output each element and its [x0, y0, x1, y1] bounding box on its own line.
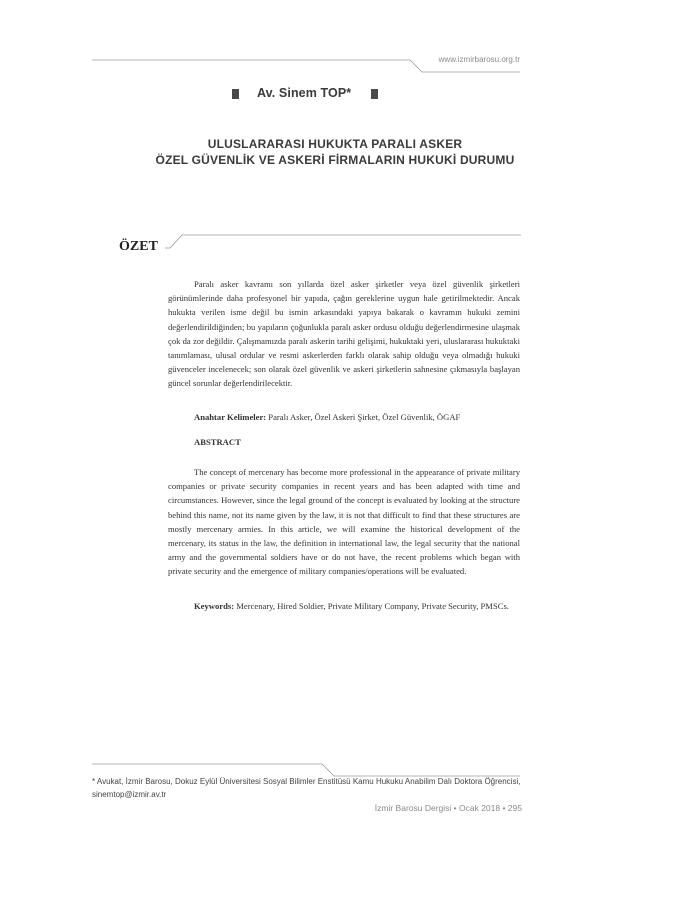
article-title-line-1: ULUSLARARASI HUKUKTA PARALI ASKER: [207, 137, 463, 151]
footnote: * Avukat, İzmir Barosu, Dokuz Eylül Üniversitesi Sosyal Bilimler Enstitüsü Kamu Hukuku Anabilim Dalı Doktora Öğrencisi, sinemtop@izmir.av.tr: [92, 777, 521, 799]
site-url[interactable]: www.izmirbarosu.org.tr: [438, 55, 520, 64]
ozet-rule: [165, 232, 521, 250]
article-title-line-2: ÖZEL GÜVENLİK VE ASKERİ FİRMALARIN HUKUKİ DURUMU: [155, 153, 515, 167]
keywords-tr-label: Anahtar Kelimeler:: [194, 412, 267, 422]
ozet-paragraph: Paralı asker kavramı son yıllarda özel asker şirketler veya özel güvenlik şirketleri görünümlerinde daha profesyonel bir yapıda, çağın gereklerine uygun hale getirilmektedir. Ancak hukukta verilen isme değil bu ismin arkasındaki yapıya bakarak o kavramın hukuki zemini değerlendirildiğinden; bu yapıların çoğunlukla paralı asker ordusu olduğu değerlendirmesine ulaşmak çok da zor değildir. Çalışmamızda paralı askerin tarihi gelişimi, hukuktaki yeri, uluslararası hukuktaki tanımlaması, ulusal ordular ve resmi askerlerden farklı olarak sahip olduğu veya olmadığı hukuki güvenceler incelenecek; son olarak özel güvenlik ve askeri şirketlerin sahnesine çıkmasıyla başlayan güncel sorunlar değerlendirilecektir.: [168, 279, 520, 389]
ozet-heading: ÖZET: [119, 239, 158, 254]
keywords-tr-text: Paralı Asker, Özel Askeri Şirket, Özel Güvenlik, ÖGAF: [266, 412, 461, 422]
keywords-en: [168, 599, 520, 613]
keywords-en-text: Mercenary, Hired Soldier, Private Military Company, Private Security, PMSCs.: [234, 601, 509, 611]
abstract-paragraph: The concept of mercenary has become more professional in the appearance of private military companies or private security companies in recent years and has been adapted with time and circumstances. However, since the legal ground of the concept is evaluated by looking at the structure behind this name, not its name given by the law, it is not that difficult to find that these structures are mostly mercenary armies. In this article, we will examine the historical development of the mercenary, its status in the law, the definition in international law, the legal security that the national army and the governmental soldiers have or do not have, the recent problems which began with private security and the emergence of military companies/operations will be evaluated.: [168, 467, 520, 577]
author-row: [232, 86, 378, 102]
square-bullet-icon: [232, 89, 239, 99]
square-bullet-icon: [371, 89, 378, 99]
author-name: Av. Sinem TOP*: [257, 86, 352, 100]
keywords-tr: [168, 410, 520, 424]
abstract-heading: ABSTRACT: [194, 437, 241, 447]
page-footer: İzmir Barosu Dergisi • Ocak 2018 • 295: [374, 803, 522, 813]
keywords-en-label: Keywords:: [194, 601, 235, 611]
